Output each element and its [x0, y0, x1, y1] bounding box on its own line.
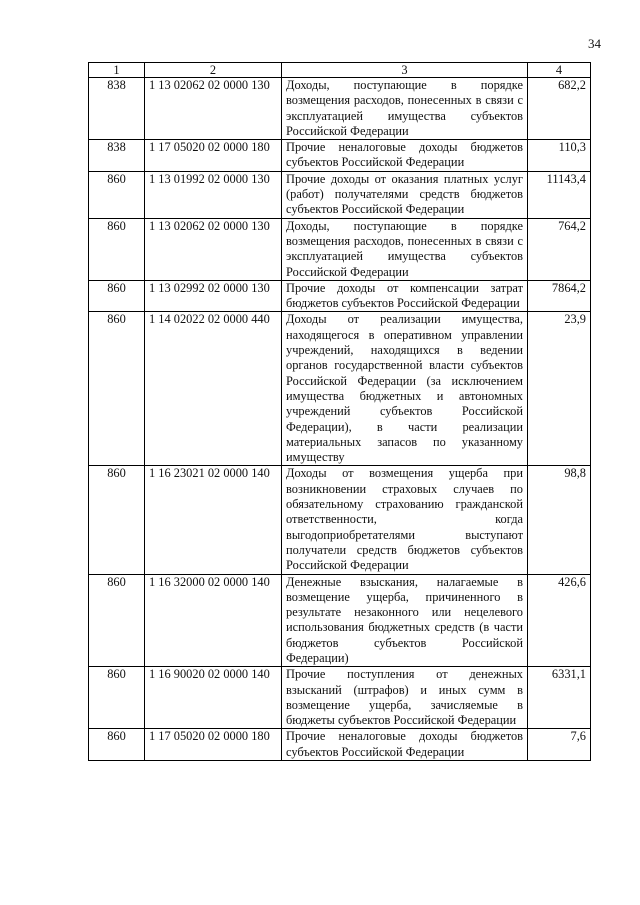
header-cell-1: 1 [89, 63, 145, 78]
admin-code-cell: 860 [89, 280, 145, 312]
table-header-row [89, 63, 591, 78]
admin-code-cell: 860 [89, 667, 145, 729]
table-row [89, 218, 591, 280]
table-row [89, 171, 591, 218]
header-cell-2: 2 [145, 63, 282, 78]
description-cell: Денежные взыскания, налагаемые в возмещение ущерба, причиненного в результате незаконного или нецелевого использования бюджетных средств (в части бюджетов субъектов Российской Федерации) [282, 574, 528, 667]
amount-cell: 682,2 [528, 78, 591, 140]
amount-cell: 98,8 [528, 466, 591, 574]
table-row [89, 667, 591, 729]
table-row [89, 729, 591, 761]
description-cell: Доходы от реализации имущества, находящегося в оперативном управлении учреждений, находящихся в ведении органов государственной власти субъектов Российской Федерации (за исключением имущества бюджетных и автономных учреждений субъектов Российской Федерации), в части реализации материальных запасов по указанному имуществу [282, 312, 528, 466]
table-row [89, 140, 591, 172]
table-row [89, 466, 591, 574]
revenue-code-cell: 1 16 23021 02 0000 140 [145, 466, 282, 574]
amount-cell: 110,3 [528, 140, 591, 172]
table-row [89, 574, 591, 667]
description-cell: Прочие доходы от оказания платных услуг (работ) получателями средств бюджетов субъектов Российской Федерации [282, 171, 528, 218]
admin-code-cell: 838 [89, 140, 145, 172]
amount-cell: 11143,4 [528, 171, 591, 218]
description-cell: Доходы, поступающие в порядке возмещения расходов, понесенных в связи с эксплуатацией имущества субъектов Российской Федерации [282, 78, 528, 140]
header-cell-3: 3 [282, 63, 528, 78]
description-cell: Прочие неналоговые доходы бюджетов субъектов Российской Федерации [282, 729, 528, 761]
table-row [89, 78, 591, 140]
description-cell: Прочие доходы от компенсации затрат бюджетов субъектов Российской Федерации [282, 280, 528, 312]
amount-cell: 7864,2 [528, 280, 591, 312]
amount-cell: 23,9 [528, 312, 591, 466]
revenue-code-cell: 1 16 90020 02 0000 140 [145, 667, 282, 729]
revenue-code-cell: 1 13 02062 02 0000 130 [145, 78, 282, 140]
admin-code-cell: 860 [89, 171, 145, 218]
admin-code-cell: 860 [89, 218, 145, 280]
table-row [89, 312, 591, 466]
revenue-code-cell: 1 13 02992 02 0000 130 [145, 280, 282, 312]
admin-code-cell: 838 [89, 78, 145, 140]
page-number: 34 [588, 36, 601, 51]
description-cell: Доходы от возмещения ущерба при возникновении страховых случаев по обязательному страхованию гражданской ответственности, когда выгодоприобретателями выступают получатели средств бюджетов субъектов Российской Федерации [282, 466, 528, 574]
description-cell: Прочие поступления от денежных взысканий (штрафов) и иных сумм в возмещение ущерба, зачисляемые в бюджеты субъектов Российской Федерации [282, 667, 528, 729]
admin-code-cell: 860 [89, 466, 145, 574]
revenue-code-cell: 1 16 32000 02 0000 140 [145, 574, 282, 667]
amount-cell: 6331,1 [528, 667, 591, 729]
revenue-code-cell: 1 13 02062 02 0000 130 [145, 218, 282, 280]
header-cell-4: 4 [528, 63, 591, 78]
amount-cell: 426,6 [528, 574, 591, 667]
revenue-code-cell: 1 13 01992 02 0000 130 [145, 171, 282, 218]
revenue-code-cell: 1 17 05020 02 0000 180 [145, 140, 282, 172]
amount-cell: 7,6 [528, 729, 591, 761]
description-cell: Доходы, поступающие в порядке возмещения расходов, понесенных в связи с эксплуатацией имущества субъектов Российской Федерации [282, 218, 528, 280]
admin-code-cell: 860 [89, 729, 145, 761]
revenue-code-cell: 1 14 02022 02 0000 440 [145, 312, 282, 466]
revenue-code-cell: 1 17 05020 02 0000 180 [145, 729, 282, 761]
table-row [89, 280, 591, 312]
admin-code-cell: 860 [89, 312, 145, 466]
amount-cell: 764,2 [528, 218, 591, 280]
description-cell: Прочие неналоговые доходы бюджетов субъектов Российской Федерации [282, 140, 528, 172]
admin-code-cell: 860 [89, 574, 145, 667]
revenue-table [88, 62, 591, 761]
